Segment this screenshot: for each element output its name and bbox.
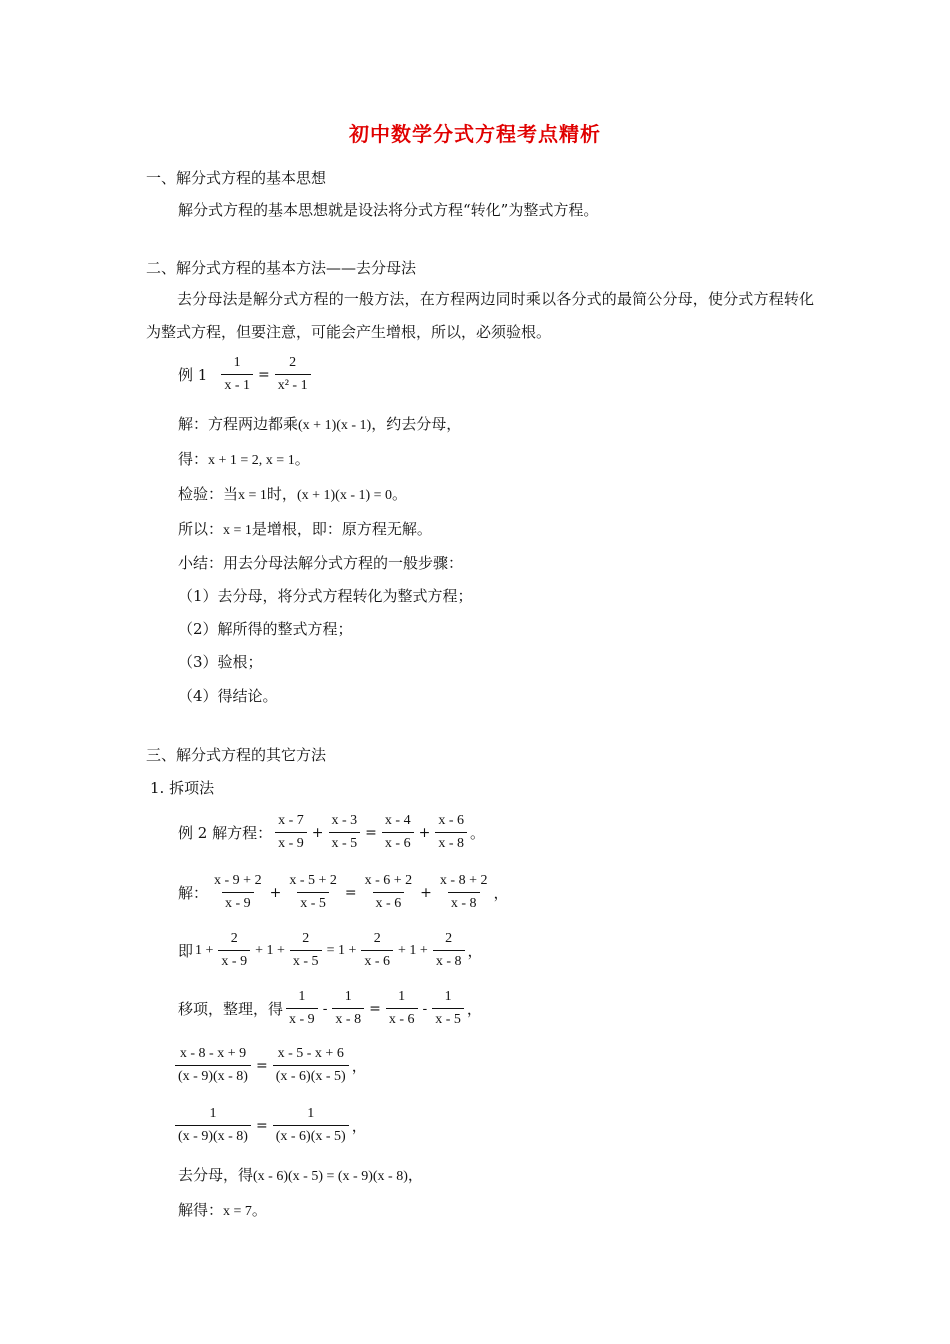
step-1: （1）去分母，将分式方程转化为整式方程； xyxy=(178,587,473,605)
section2-heading: 二、解分式方程的基本方法——去分母法 xyxy=(146,259,417,277)
example2-simplify: $\frac{1}{(x - 9)(x - 8)}$ = $\frac{1}{(x - 6)(x - 5)}$ ， xyxy=(172,1103,367,1148)
section3-heading: 三、解分式方程的其它方法 xyxy=(146,746,327,764)
solution1-check: 检验：当x = 1时，(x + 1)(x - 1) = 0。 xyxy=(178,485,408,503)
example1-lhs: $\frac{1}{x - 1}$ xyxy=(221,352,253,397)
example2-transpose: 移项，整理，得 $\frac{1}{x - 9}$ - $\frac{1}{x - 8}$ = $\frac{1}{x - 6}$ - $\frac{1}{x - 5}$ ， xyxy=(178,986,482,1031)
method-split: 1. 拆项法 xyxy=(150,779,215,797)
section1-body: 解分式方程的基本思想就是设法将分式方程“转化”为整式方程。 xyxy=(178,201,599,219)
step-2: （2）解所得的整式方程； xyxy=(178,620,353,638)
example2-clear: 去分母，得(x - 6)(x - 5) = (x - 9)(x - 8)， xyxy=(178,1166,423,1184)
example1-label: 例 1 xyxy=(178,366,208,384)
example2-answer: 解得：x = 7。 xyxy=(178,1201,267,1219)
example1: 例 1 $\frac{1}{x - 1}$ = $\frac{2}{\text{x² - 1}}$ xyxy=(178,352,314,397)
example2-solution: 解： $\frac{x - 9 + 2}{x - 9}$ + $\frac{x - 5 + 2}{x - 5}$ = $\frac{x - 6 + 2}{x - 6}$ + $\frac{x - 8 + 2}{x - 8}$ ， xyxy=(178,870,508,915)
section2-body: 去分母法是解分式方程的一般方法，在方程两边同时乘以各分式的最简公分母，使分式方程转化为整式方程，但要注意，可能会产生增根，所以，必须验根。 xyxy=(146,290,814,341)
section1-heading: 一、解分式方程的基本思想 xyxy=(146,169,327,187)
page-title: 初中数学分式方程考点精析 xyxy=(349,122,601,146)
example2-rewrite: 即 1 + $\frac{2}{x - 9}$ + 1 + $\frac{2}{x - 5}$ = 1 + $\frac{2}{x - 6}$ + 1 + $\frac{2}{x - 8}$ ， xyxy=(178,928,483,973)
solution1-conclusion: 所以：x = 1是增根，即：原方程无解。 xyxy=(178,520,432,538)
example2-combine: $\frac{x - 8 - x + 9}{(x - 9)(x - 8)}$ = $\frac{x - 5 - x + 6}{(x - 6)(x - 5)}$ ， xyxy=(172,1043,367,1088)
step-4: （4）得结论。 xyxy=(178,687,278,705)
summary: 小结：用去分母法解分式方程的一般步骤： xyxy=(178,554,464,572)
example1-rhs: $\frac{2}{\text{x² - 1}}$ xyxy=(275,352,311,397)
solution1-get: 得：x + 1 = 2, x = 1。 xyxy=(178,450,310,468)
step-3: （3）验根； xyxy=(178,653,263,671)
solution1-line: 解：方程两边都乘(x + 1)(x - 1)，约去分母， xyxy=(178,415,462,433)
example2: 例 2 解方程： $\frac{x - 7}{x - 9}$ + $\frac{x - 3}{x - 5}$ = $\frac{x - 4}{x - 6}$ + $\frac{x - 6}{x - 8}$ 。 xyxy=(178,810,485,855)
